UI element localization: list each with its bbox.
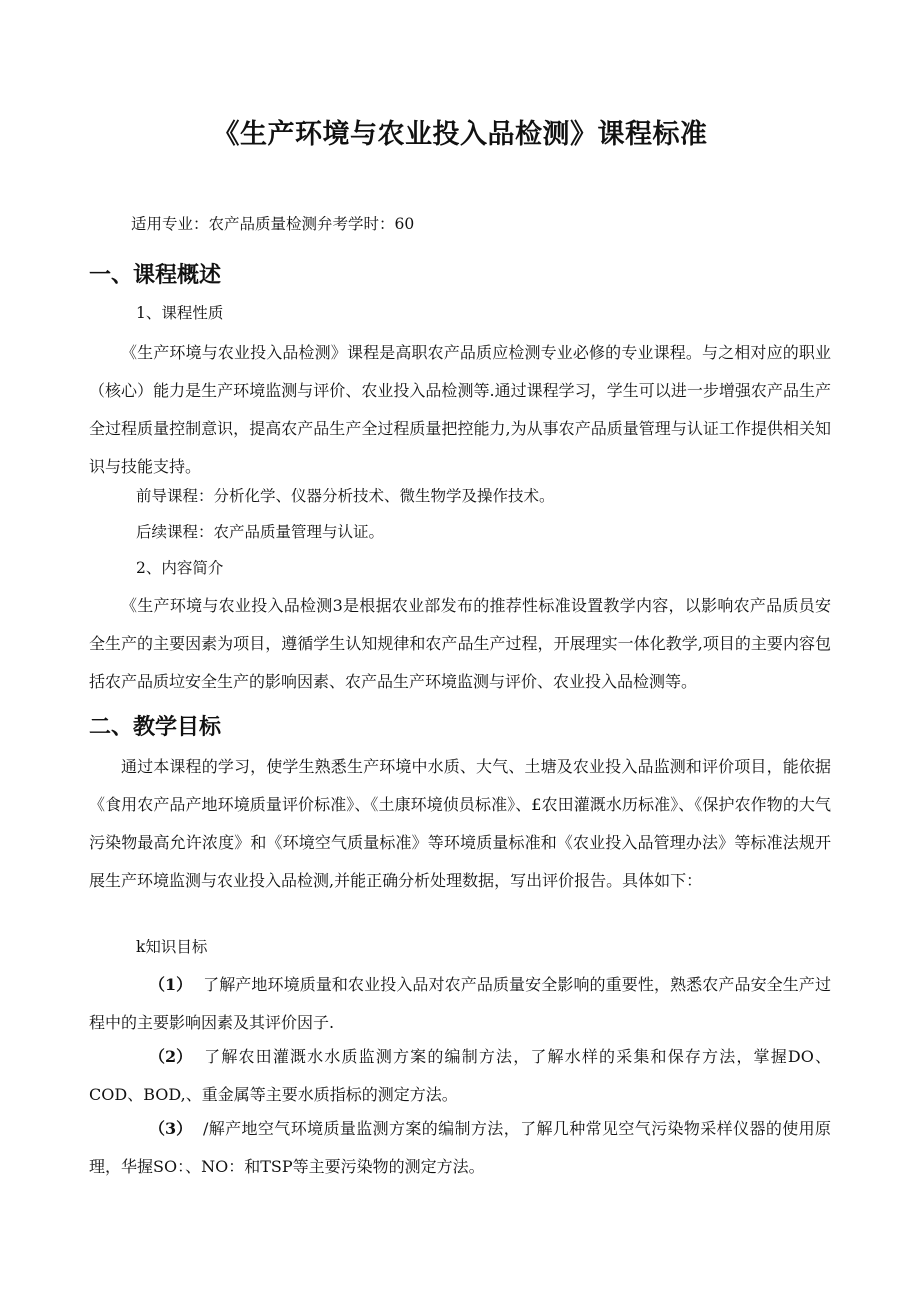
paragraph-objectives: 通过本课程的学习，使学生熟悉生产环境中水质、大气、土塘及农业投入品监测和评价项目，能依据《食用农产品产地环境质量评价标准》、《土康环境侦员标准》、£农田灌溉水历标准》、《保护农作物的大气污染物最高允许浓度》和《环境空气质量标准》等环境质量标准和《农业投入品管理办法》等标准法规开展生产环境监测与农业投入品检测,并能正确分析处理数据，写出评价报告。具体如下： (89, 757, 831, 890)
section-heading-objectives: 二、教学目标 (89, 715, 222, 740)
list-item (89, 1038, 831, 1114)
item-text: 了解产地环境质量和农业投入品对农产品质量安全影响的重要性，熟悉农产品安全生产过程中的主要影响因素及其评价因子. (89, 975, 831, 1032)
page-title: 《生产环境与农业投入品检测》课程标准 (212, 119, 708, 150)
paragraph-content-intro: 《生产环境与农业投入品检测3是根据农业部发布的推荐性标准设置教学内容，以影响农产品质员安全生产的主要因素为项目，遵循学生认知规律和农产品生产过程，开展理实一体化教学,项目的主要内容包括农产品质垃安全生产的影响因素、农产品生产环境监测与评价、农业投入品检测等。 (89, 596, 831, 691)
followup-courses: 后续课程：农产品质量管理与认证。 (136, 523, 385, 541)
item-text: 了解农田灌溉水水质监测方案的编制方法，了解水样的采集和保存方法，掌握DO、COD、BOD,、重金属等主要水质指标的测定方法。 (89, 1047, 831, 1104)
subheading-knowledge-objectives: k知识目标 (136, 938, 208, 956)
course-meta: 适用专业：农产品质量检测弁考学时：60 (131, 215, 415, 233)
subheading-course-nature: 1、课程性质 (136, 304, 224, 322)
paragraph-course-nature: 《生产环境与农业投入品检测》课程是高职农产品质应检测专业必修的专业课程。与之相对应的职业（核心）能力是生产环境监测与评价、农业投入品检测等.通过课程学习，学生可以进一步增强农产品生产全过程质量控制意识，提高农产品生产全过程质量把控能力,为从事农产品质量管理与认证工作提供相关知识与技能支持。 (89, 343, 831, 476)
prerequisite-courses: 前导课程：分析化学、仪器分析技术、微生物学及操作技术。 (136, 487, 555, 505)
subheading-content-intro: 2、内容简介 (136, 559, 224, 577)
item-number: （2） (149, 1047, 193, 1066)
item-number: （3） (149, 1119, 193, 1138)
list-item (89, 966, 831, 1042)
list-item (89, 1110, 831, 1186)
item-number: （1） (149, 975, 193, 994)
item-text: /解产地空气环境质量监测方案的编制方法，了解几种常见空气污染物采样仪器的使用原理，华握SO：、NO：和TSP等主要污染物的测定方法。 (89, 1119, 831, 1176)
section-heading-overview: 一、课程概述 (89, 263, 222, 288)
